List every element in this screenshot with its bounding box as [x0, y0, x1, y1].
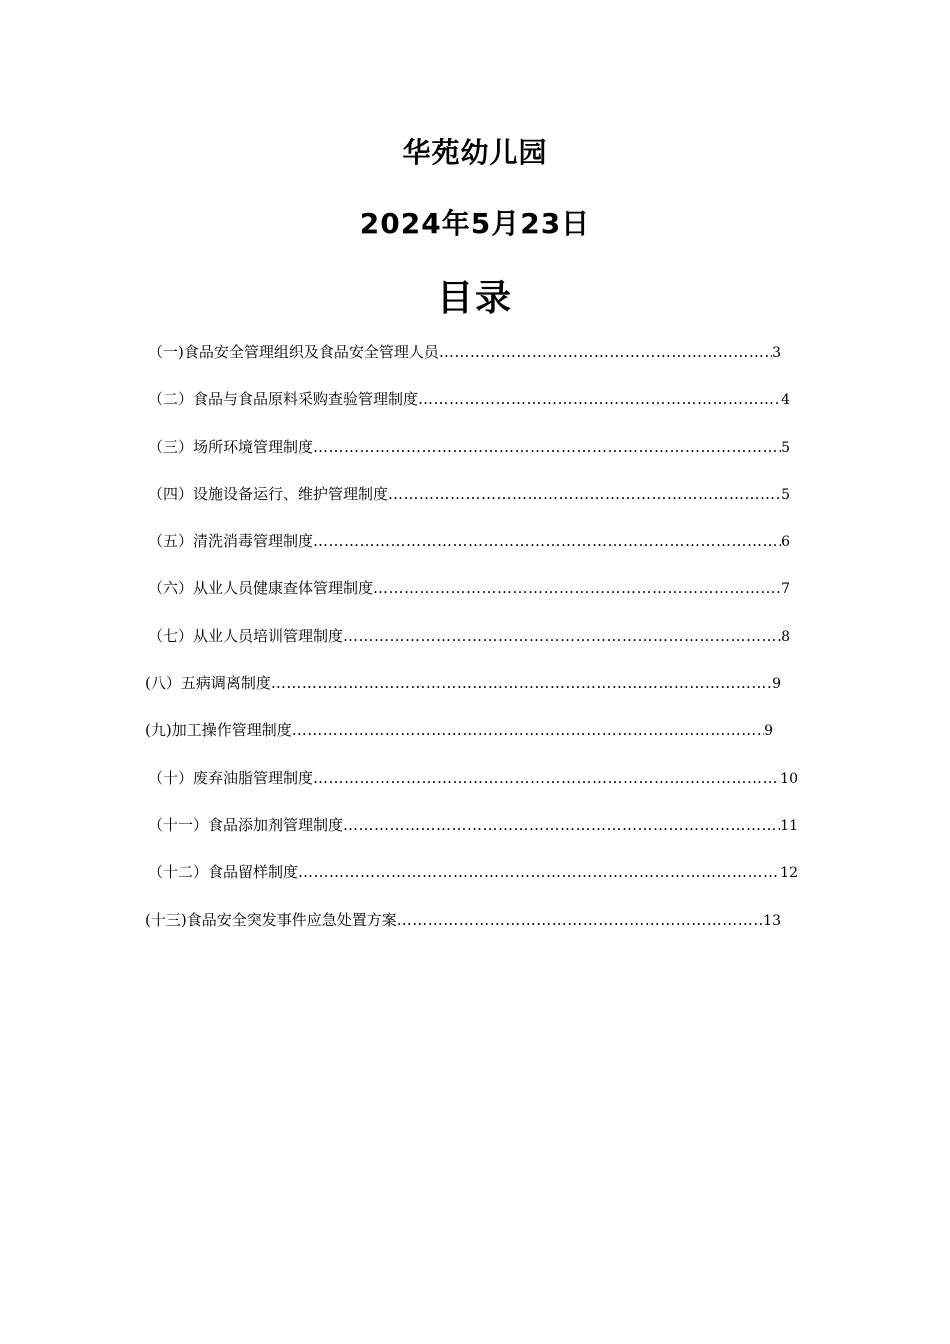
toc-page-number: 10 — [780, 770, 798, 787]
toc-leader-dots — [292, 719, 764, 741]
toc-entry-label: （七）从业人员培训管理制度 — [148, 626, 344, 645]
toc-entry[interactable] — [0, 861, 950, 908]
toc-page-number: 9 — [772, 676, 781, 693]
toc-page-number: 4 — [781, 392, 790, 409]
toc-entry-label: （三）场所环境管理制度 — [148, 437, 314, 456]
toc-entry[interactable] — [0, 625, 950, 672]
toc-leader-dots — [343, 625, 781, 647]
toc-leader-dots — [313, 436, 781, 458]
toc-leader-dots — [298, 861, 780, 883]
table-of-contents — [0, 341, 950, 956]
toc-page-number: 13 — [763, 912, 781, 929]
toc-page-number: 9 — [764, 723, 773, 740]
toc-entry[interactable] — [0, 909, 950, 956]
toc-page-number: 12 — [780, 865, 798, 882]
document-date: 2024年5月23日 — [359, 207, 591, 240]
toc-entry-label: （一)食品安全管理组织及食品安全管理人员 — [148, 343, 439, 361]
toc-entry[interactable] — [0, 483, 950, 530]
toc-entry[interactable] — [0, 767, 950, 814]
toc-entry-label: （六）从业人员健康查体管理制度 — [148, 579, 374, 598]
toc-leader-dots — [388, 483, 781, 505]
toc-entry-label: （四）设施设备运行、维护管理制度 — [148, 484, 389, 503]
toc-leader-dots — [397, 909, 763, 931]
toc-entry-label: （五）清洗消毒管理制度 — [148, 532, 314, 551]
toc-leader-dots — [343, 814, 780, 836]
toc-entry[interactable] — [0, 436, 950, 483]
toc-leader-dots — [313, 530, 781, 552]
toc-entry-label: （十）废弃油脂管理制度 — [148, 768, 314, 787]
toc-leader-dots — [313, 767, 780, 789]
toc-page-number: 7 — [781, 581, 790, 598]
toc-entry[interactable] — [0, 530, 950, 577]
toc-entry[interactable] — [0, 672, 950, 719]
toc-page-number: 5 — [781, 439, 790, 456]
toc-leader-dots — [271, 672, 772, 694]
toc-page-number: 5 — [781, 486, 790, 503]
organization-name: 华苑幼儿园 — [402, 136, 548, 169]
toc-page-number: 3 — [772, 345, 781, 361]
toc-entry-label: （二）食品与食品原料采购查验管理制度 — [148, 390, 419, 409]
toc-title: 目录 — [436, 278, 513, 319]
toc-leader-dots — [418, 388, 781, 410]
toc-entry[interactable] — [0, 388, 950, 435]
toc-entry[interactable] — [0, 577, 950, 624]
toc-entry-label: (八）五病调离制度 — [145, 674, 271, 693]
toc-entry-label: （十二）食品留样制度 — [148, 863, 299, 882]
toc-page-number: 8 — [781, 628, 790, 645]
toc-page-number: 11 — [780, 817, 798, 834]
toc-leader-dots — [439, 341, 772, 363]
toc-entry[interactable] — [0, 341, 950, 388]
toc-leader-dots — [373, 577, 781, 599]
toc-entry-label: (九)加工操作管理制度 — [145, 721, 292, 740]
toc-entry[interactable] — [0, 814, 950, 861]
toc-entry[interactable] — [0, 719, 950, 766]
toc-page-number: 6 — [781, 534, 790, 551]
toc-entry-label: (十三)食品安全突发事件应急处置方案 — [145, 910, 397, 929]
toc-entry-label: （十一）食品添加剂管理制度 — [148, 815, 344, 834]
